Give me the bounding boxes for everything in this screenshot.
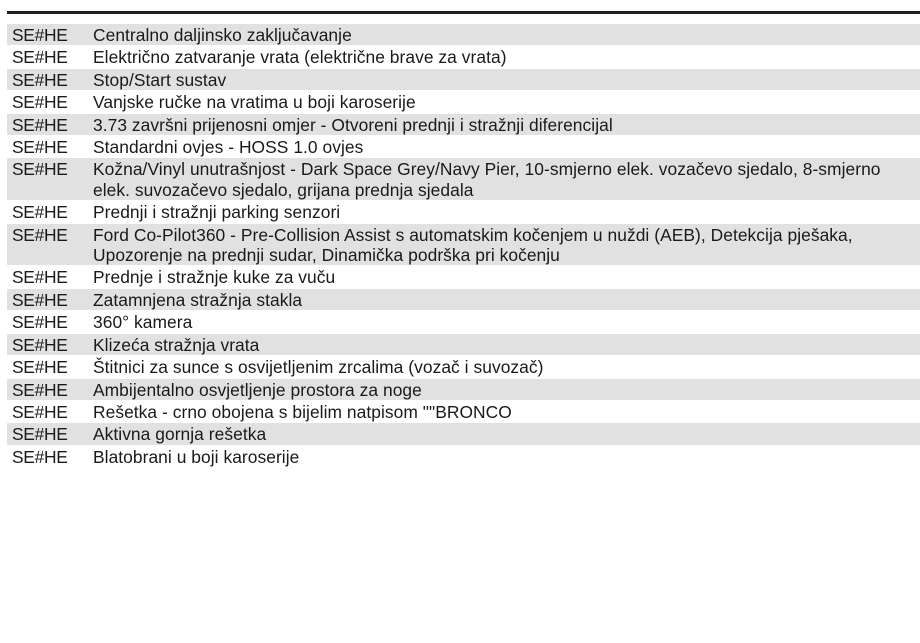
item-description: Kožna/Vinyl unutrašnjost - Dark Space Grey/Navy Pier, 10-smjerno elek. vozačevo sjedalo, 8-smjerno elek. suvozačevo sjedalo, grijana prednja sjedala (93, 159, 881, 200)
item-code: SE#HE (12, 92, 68, 113)
list-item (7, 136, 920, 158)
item-code: SE#HE (12, 25, 68, 45)
list-item (7, 201, 920, 223)
list-item (7, 158, 920, 201)
list-item (7, 46, 920, 68)
item-description: Standardni ovjes - HOSS 1.0 ovjes (93, 137, 364, 158)
list-item (7, 24, 920, 46)
item-description: Centralno daljinsko zaključavanje (93, 25, 352, 45)
item-code: SE#HE (12, 289, 68, 310)
list-item (7, 356, 920, 378)
item-code: SE#HE (12, 47, 68, 68)
item-code: SE#HE (12, 202, 68, 223)
list-item (7, 311, 920, 333)
item-code: SE#HE (12, 446, 68, 467)
list-item (7, 114, 920, 136)
item-description: 3.73 završni prijenosni omjer - Otvoreni prednji i stražnji diferencijal (93, 114, 613, 135)
item-code: SE#HE (12, 424, 68, 445)
item-code: SE#HE (12, 357, 68, 378)
item-code: SE#HE (12, 401, 68, 422)
list-item (7, 334, 920, 356)
item-description: Blatobrani u boji karoserije (93, 446, 300, 467)
item-description: Ford Co-Pilot360 - Pre-Collision Assist s automatskim kočenjem u nuždi (AEB), Detekcija pješaka, Upozorenje na prednji sudar, Dinamička podrška pri kočenju (93, 224, 853, 266)
item-description: Prednje i stražnje kuke za vuču (93, 267, 336, 288)
list-item (7, 423, 920, 445)
item-code: SE#HE (12, 69, 68, 90)
list-item (7, 289, 920, 311)
equipment-list (7, 24, 920, 468)
list-item (7, 69, 920, 91)
item-description: Stop/Start sustav (93, 69, 227, 90)
item-description: Zatamnjena stražnja stakla (93, 289, 303, 310)
item-code: SE#HE (12, 312, 68, 333)
item-code: SE#HE (12, 267, 68, 288)
list-item (7, 91, 920, 113)
list-item (7, 266, 920, 288)
item-description: 360° kamera (93, 312, 193, 333)
item-description: Prednji i stražnji parking senzori (93, 202, 341, 223)
item-description: Klizeća stražnja vrata (93, 334, 260, 355)
item-description: Rešetka - crno obojena s bijelim natpisom ""BRONCO (93, 401, 512, 422)
item-code: SE#HE (12, 334, 68, 355)
item-code: SE#HE (12, 159, 68, 180)
item-code: SE#HE (12, 114, 68, 135)
item-description: Ambijentalno osvjetljenje prostora za noge (93, 379, 422, 400)
list-item (7, 379, 920, 401)
item-description: Štitnici za sunce s osvijetljenim zrcalima (vozač i suvozač) (93, 357, 544, 378)
list-item (7, 401, 920, 423)
item-description: Električno zatvaranje vrata (električne brave za vrata) (93, 47, 507, 68)
item-code: SE#HE (12, 379, 68, 400)
top-rule (7, 11, 920, 14)
item-code: SE#HE (12, 137, 68, 158)
item-description: Aktivna gornja rešetka (93, 424, 267, 445)
list-item (7, 224, 920, 267)
item-code: SE#HE (12, 224, 68, 245)
item-description: Vanjske ručke na vratima u boji karoserije (93, 92, 416, 113)
list-item (7, 446, 920, 468)
